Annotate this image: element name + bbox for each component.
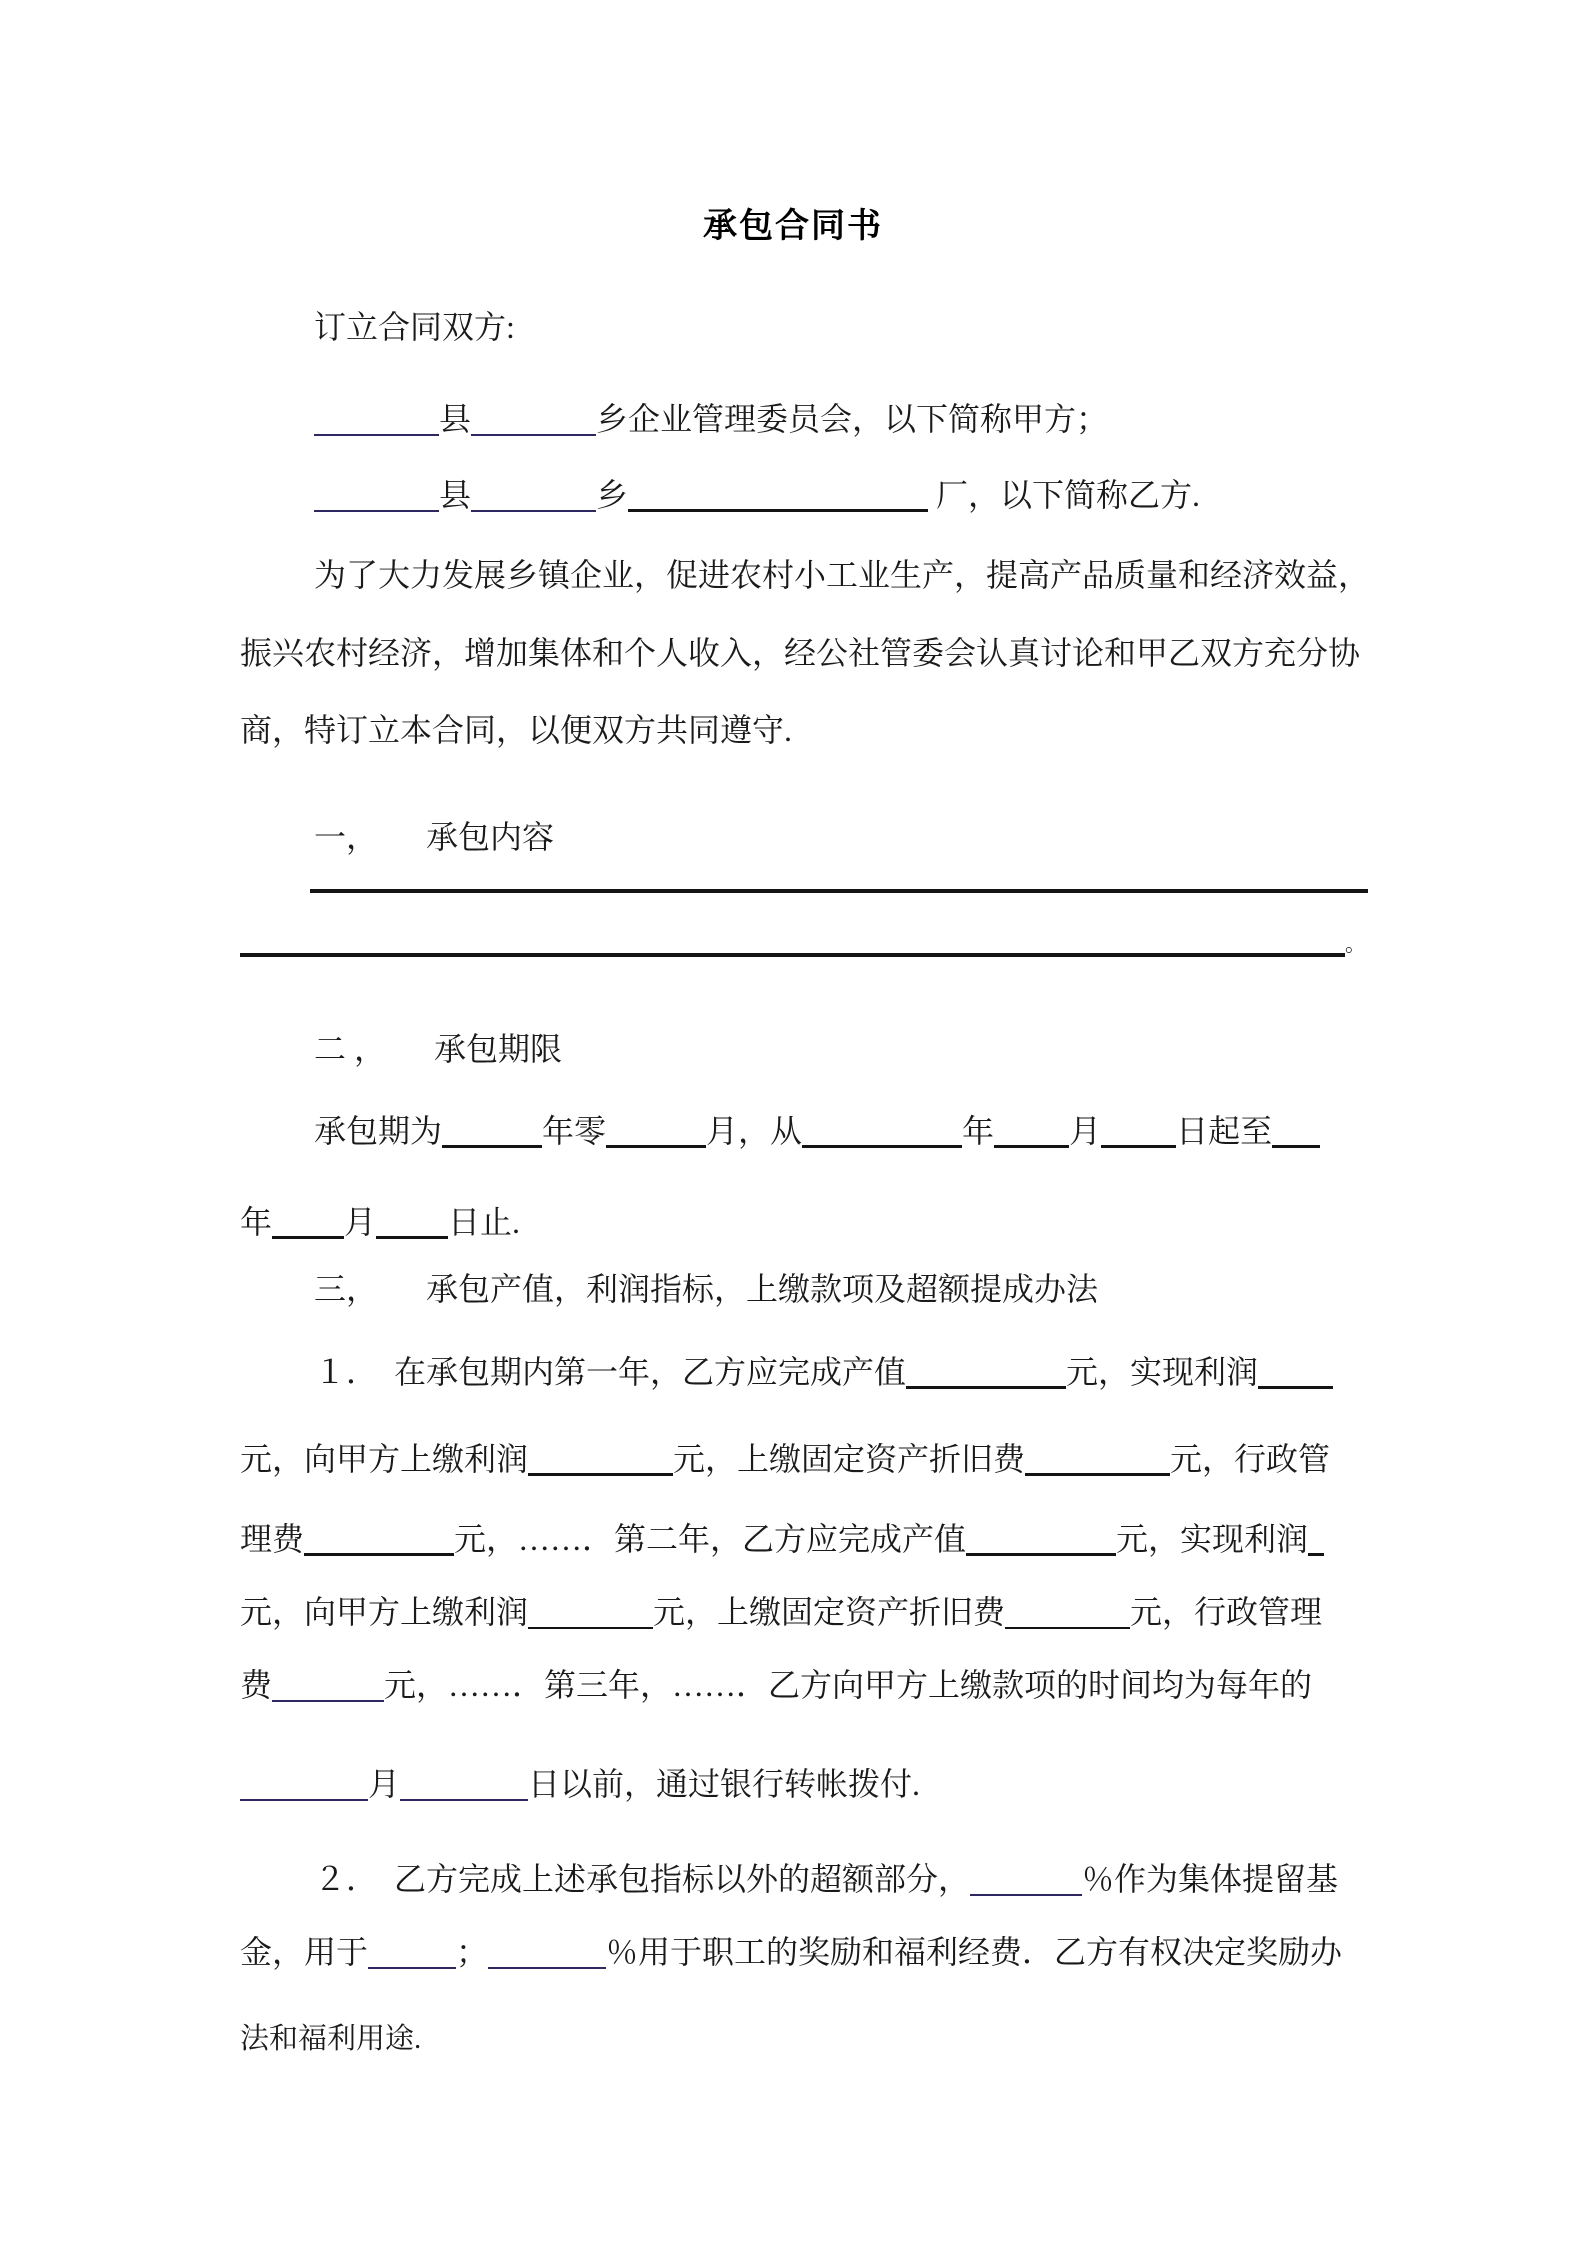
text-segment: 元，实现利润 [1066, 1354, 1259, 1390]
blank-field[interactable] [304, 1523, 454, 1556]
blank-field[interactable] [1258, 1356, 1333, 1389]
blank-field[interactable] [314, 404, 439, 436]
text-segment: 乡企业管理委员会，以下简称甲方； [596, 401, 1109, 437]
text-segment: 元，实现利润 [1116, 1521, 1309, 1557]
item-1-line-4 [240, 1585, 1322, 1639]
text-segment: 法和福利用途. [240, 2023, 422, 2055]
text-segment: 月 [1069, 1113, 1102, 1149]
blank-field[interactable] [310, 859, 1368, 893]
text-segment: 日起至 [1176, 1113, 1273, 1149]
text-segment: 元，行政管 [1170, 1441, 1331, 1477]
text-segment: 元，上缴固定资产折旧费 [673, 1441, 1026, 1477]
item-2-line-2 [240, 1925, 1342, 1979]
blank-field[interactable] [1308, 1523, 1324, 1556]
text-segment: 三， 承包产值，利润指标，上缴款项及超额提成办法 [314, 1271, 1099, 1307]
blank-field[interactable] [628, 479, 928, 512]
blank-field[interactable] [471, 480, 596, 512]
blank-field[interactable] [528, 1443, 673, 1476]
text-segment: 二 ， 承包期限 [314, 1031, 563, 1067]
text-segment: 金，用于 [240, 1934, 369, 1970]
text-segment: １． 在承包期内第一年，乙方应完成产值 [314, 1354, 907, 1390]
section-1-fill-line-2 [240, 913, 1366, 967]
blank-field[interactable] [376, 1206, 448, 1239]
item-2-line-3 [240, 2012, 421, 2066]
text-segment: 元，上缴固定资产折旧费 [653, 1594, 1006, 1630]
blank-field[interactable] [471, 404, 596, 436]
blank-field[interactable] [802, 1115, 962, 1148]
blank-field[interactable] [314, 480, 439, 512]
blank-field[interactable] [1272, 1115, 1320, 1148]
text-segment: 月，从 [706, 1113, 803, 1149]
blank-field[interactable] [994, 1115, 1069, 1148]
blank-field[interactable] [240, 1769, 368, 1801]
text-segment: ； [456, 1934, 489, 1970]
text-segment: 为了大力发展乡镇企业，促进农村小工业生产，提高产品质量和经济效益， [314, 557, 1371, 593]
term-line-2 [240, 1195, 520, 1249]
section-2-heading [314, 1022, 562, 1076]
item-1-line-3 [240, 1512, 1324, 1566]
blank-field[interactable] [488, 1937, 606, 1969]
item-1-line-2 [240, 1432, 1330, 1486]
item-2-line-1 [314, 1852, 1338, 1906]
text-segment: 月 [344, 1204, 377, 1240]
blank-field[interactable] [966, 1523, 1116, 1556]
text-segment: 一， 承包内容 [314, 819, 555, 855]
blank-field[interactable] [606, 1115, 706, 1148]
text-segment: 承包期为 [314, 1113, 443, 1149]
text-segment: 年 [240, 1204, 273, 1240]
text-segment: 费 [240, 1667, 273, 1703]
term-line-1 [314, 1104, 1320, 1158]
blank-field[interactable] [272, 1206, 344, 1239]
text-segment: 年零 [542, 1113, 607, 1149]
text-segment: 县 [439, 401, 472, 437]
text-segment: ２． 乙方完成上述承包指标以外的超额部分， [314, 1861, 971, 1897]
period-mark: 。 [1345, 932, 1366, 956]
text-segment: 元，……．第三年，……．乙方向甲方上缴款项的时间均为每年的 [384, 1667, 1313, 1703]
text-segment: 元，……．第二年，乙方应完成产值 [454, 1521, 967, 1557]
text-segment: ％作为集体提留基 [1082, 1861, 1339, 1897]
blank-field[interactable] [442, 1115, 542, 1148]
blank-field[interactable] [400, 1769, 528, 1801]
text-segment: 元，向甲方上缴利润 [240, 1441, 529, 1477]
text-segment: 乡 [596, 477, 629, 513]
item-1-line-5 [240, 1658, 1312, 1712]
document-title: 承包合同书 [703, 208, 883, 245]
text-segment: 月 [368, 1766, 401, 1802]
blank-field[interactable] [1005, 1597, 1130, 1629]
text-segment: 元，行政管理 [1130, 1594, 1323, 1630]
parties-intro-line [314, 300, 515, 354]
text-segment: 日以前，通过银行转帐拨付. [528, 1766, 921, 1802]
text-segment: 日止. [448, 1204, 521, 1240]
preamble-line-3 [240, 703, 792, 757]
blank-field[interactable] [906, 1356, 1066, 1389]
blank-field[interactable] [368, 1937, 456, 1969]
blank-field[interactable] [528, 1597, 653, 1629]
party-b-line [314, 468, 1200, 522]
text-segment: 县 [439, 477, 472, 513]
blank-field[interactable] [970, 1864, 1082, 1896]
section-3-heading [314, 1262, 1098, 1316]
item-1-line-1 [314, 1345, 1333, 1399]
text-segment: 订立合同双方: [314, 309, 515, 345]
item-1-line-6 [240, 1757, 920, 1811]
blank-field[interactable] [240, 923, 1345, 957]
text-segment: 厂，以下简称乙方. [928, 477, 1201, 513]
text-segment: 振兴农村经济，增加集体和个人收入，经公社管委会认真讨论和甲乙双方充分协 [240, 635, 1361, 671]
party-a-line [314, 392, 1108, 446]
preamble-line-2 [240, 626, 1360, 680]
text-segment: 理费 [240, 1521, 305, 1557]
blank-field[interactable] [1025, 1443, 1170, 1476]
section-1-fill-line-1 [310, 849, 1368, 903]
text-segment: 年 [962, 1113, 995, 1149]
text-segment: ％用于职工的奖励和福利经费．乙方有权决定奖励办 [606, 1934, 1343, 1970]
preamble-line-1 [314, 548, 1370, 602]
text-segment: 商，特订立本合同，以便双方共同遵守. [240, 712, 793, 748]
text-segment: 元，向甲方上缴利润 [240, 1594, 529, 1630]
blank-field[interactable] [1101, 1115, 1176, 1148]
blank-field[interactable] [272, 1670, 384, 1702]
